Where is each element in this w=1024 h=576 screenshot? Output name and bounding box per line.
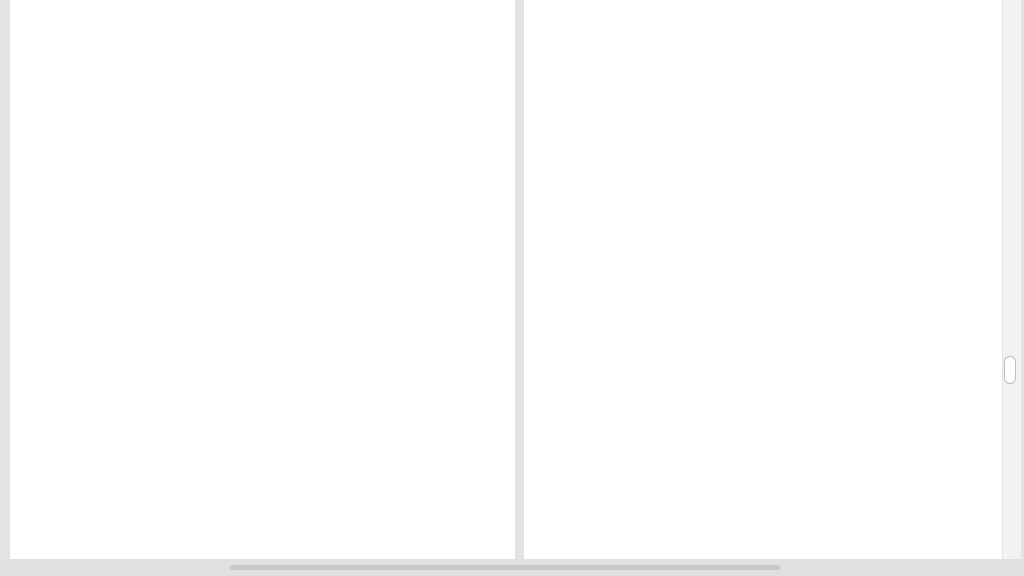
calendar-page-option-1 bbox=[10, 0, 515, 559]
vertical-scrollbar[interactable] bbox=[1003, 0, 1021, 559]
horizontal-scroll-thumb[interactable] bbox=[230, 565, 780, 570]
calendar-page-option-2 bbox=[524, 0, 1002, 559]
vertical-scroll-thumb[interactable] bbox=[1004, 356, 1016, 384]
